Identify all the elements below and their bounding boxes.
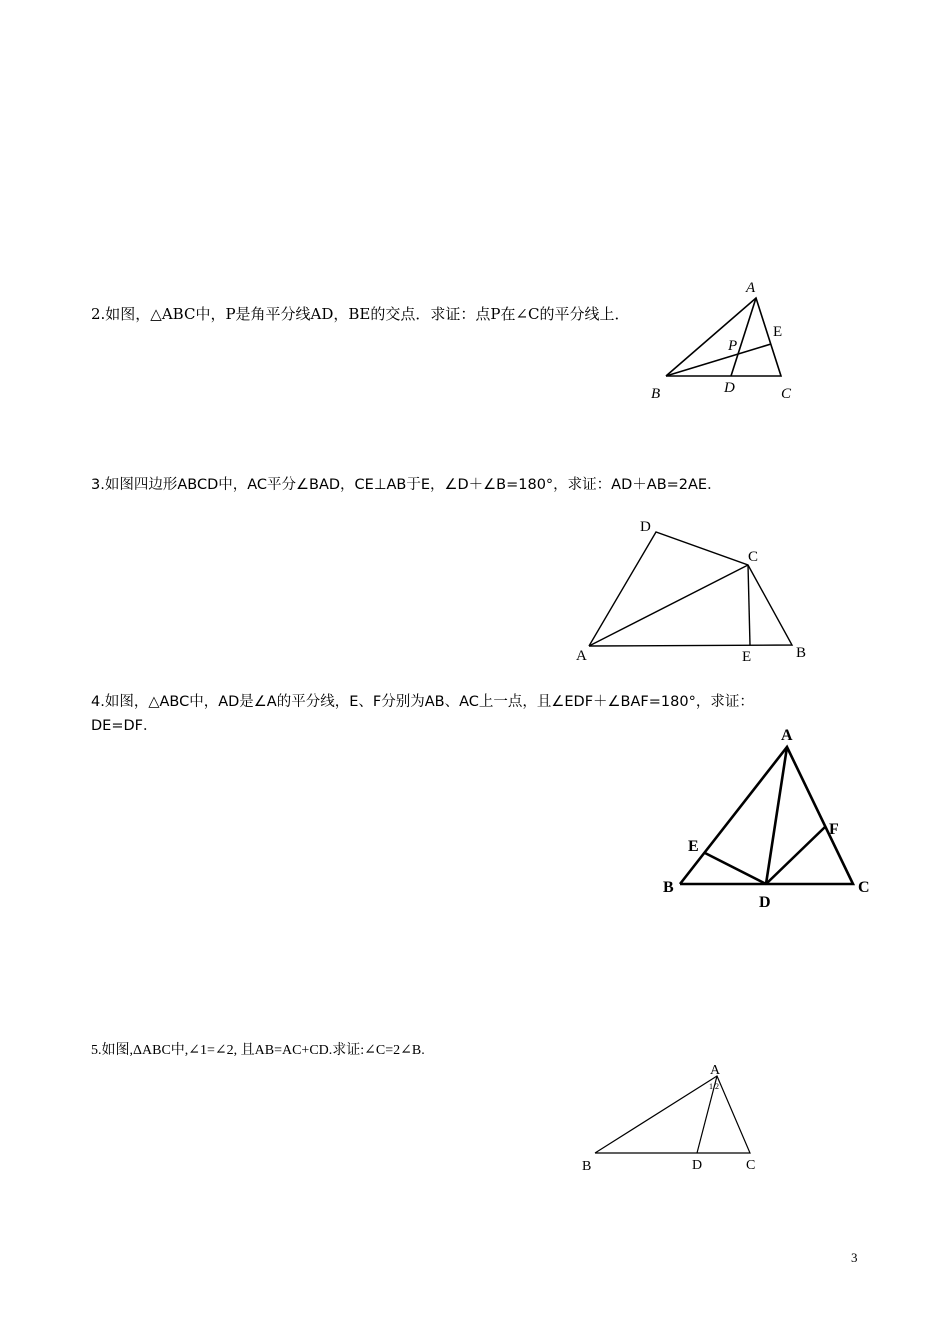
page-number: 3 [851,1250,858,1265]
label-a: A [576,648,587,664]
problem-3-figure [570,515,820,670]
problem-2-figure [640,275,810,405]
label-b: B [796,645,807,661]
label-a: A [710,1063,721,1078]
problem-2-text: 2.如图，△ABC中，P是角平分线AD，BE的交点．求证：点P在∠C的平分线上． [91,305,630,323]
problem-4-text-line2: DE=DF． [91,718,158,734]
problem-3-text: 3.如图四边形ABCD中，AC平分∠BAD，CE⊥AB于E，∠D＋∠B=180°，求证：AD＋AB=2AE． [91,477,722,493]
segment-df [766,827,825,884]
label-d: D [724,380,735,396]
triangle-abc [666,298,781,376]
segment-ad [697,1076,717,1153]
label-p: P [728,338,738,354]
triangle-abc [680,747,853,884]
label-e: E [688,838,699,855]
label-c: C [858,879,870,896]
label-c: C [746,1158,756,1173]
perpendicular-ce [748,565,750,645]
quadrilateral-abcd [589,532,792,646]
label-d: D [692,1158,703,1173]
problem-5-figure [575,1055,775,1180]
label-angle-2: 2 [715,1082,719,1091]
triangle-abc [595,1076,750,1153]
label-a: A [781,727,793,744]
bisector-be [666,344,771,376]
label-c: C [748,549,759,565]
label-d: D [759,894,771,911]
label-c: C [781,386,792,402]
segment-de [705,853,766,884]
label-f: F [829,821,839,838]
problem-4-text-line1: 4.如图，△ABC中，AD是∠A的平分线，E、F分别为AB、AC上一点，且∠EDF＋∠BAF=180°，求证： [91,694,754,710]
label-b: B [582,1159,592,1174]
label-e: E [773,324,783,340]
label-a: A [746,280,756,296]
problem-4-figure [655,720,880,915]
label-b: B [663,879,674,896]
problem-5-text: 5.如图,ΔABC中,∠1=∠2, 且AB=AC+CD.求证:∠C=2∠B. [91,1043,425,1058]
label-e: E [742,649,752,665]
bisector-ad [766,747,787,884]
label-b: B [651,386,661,402]
label-angle-1: 1 [709,1082,713,1091]
label-d: D [640,519,651,535]
